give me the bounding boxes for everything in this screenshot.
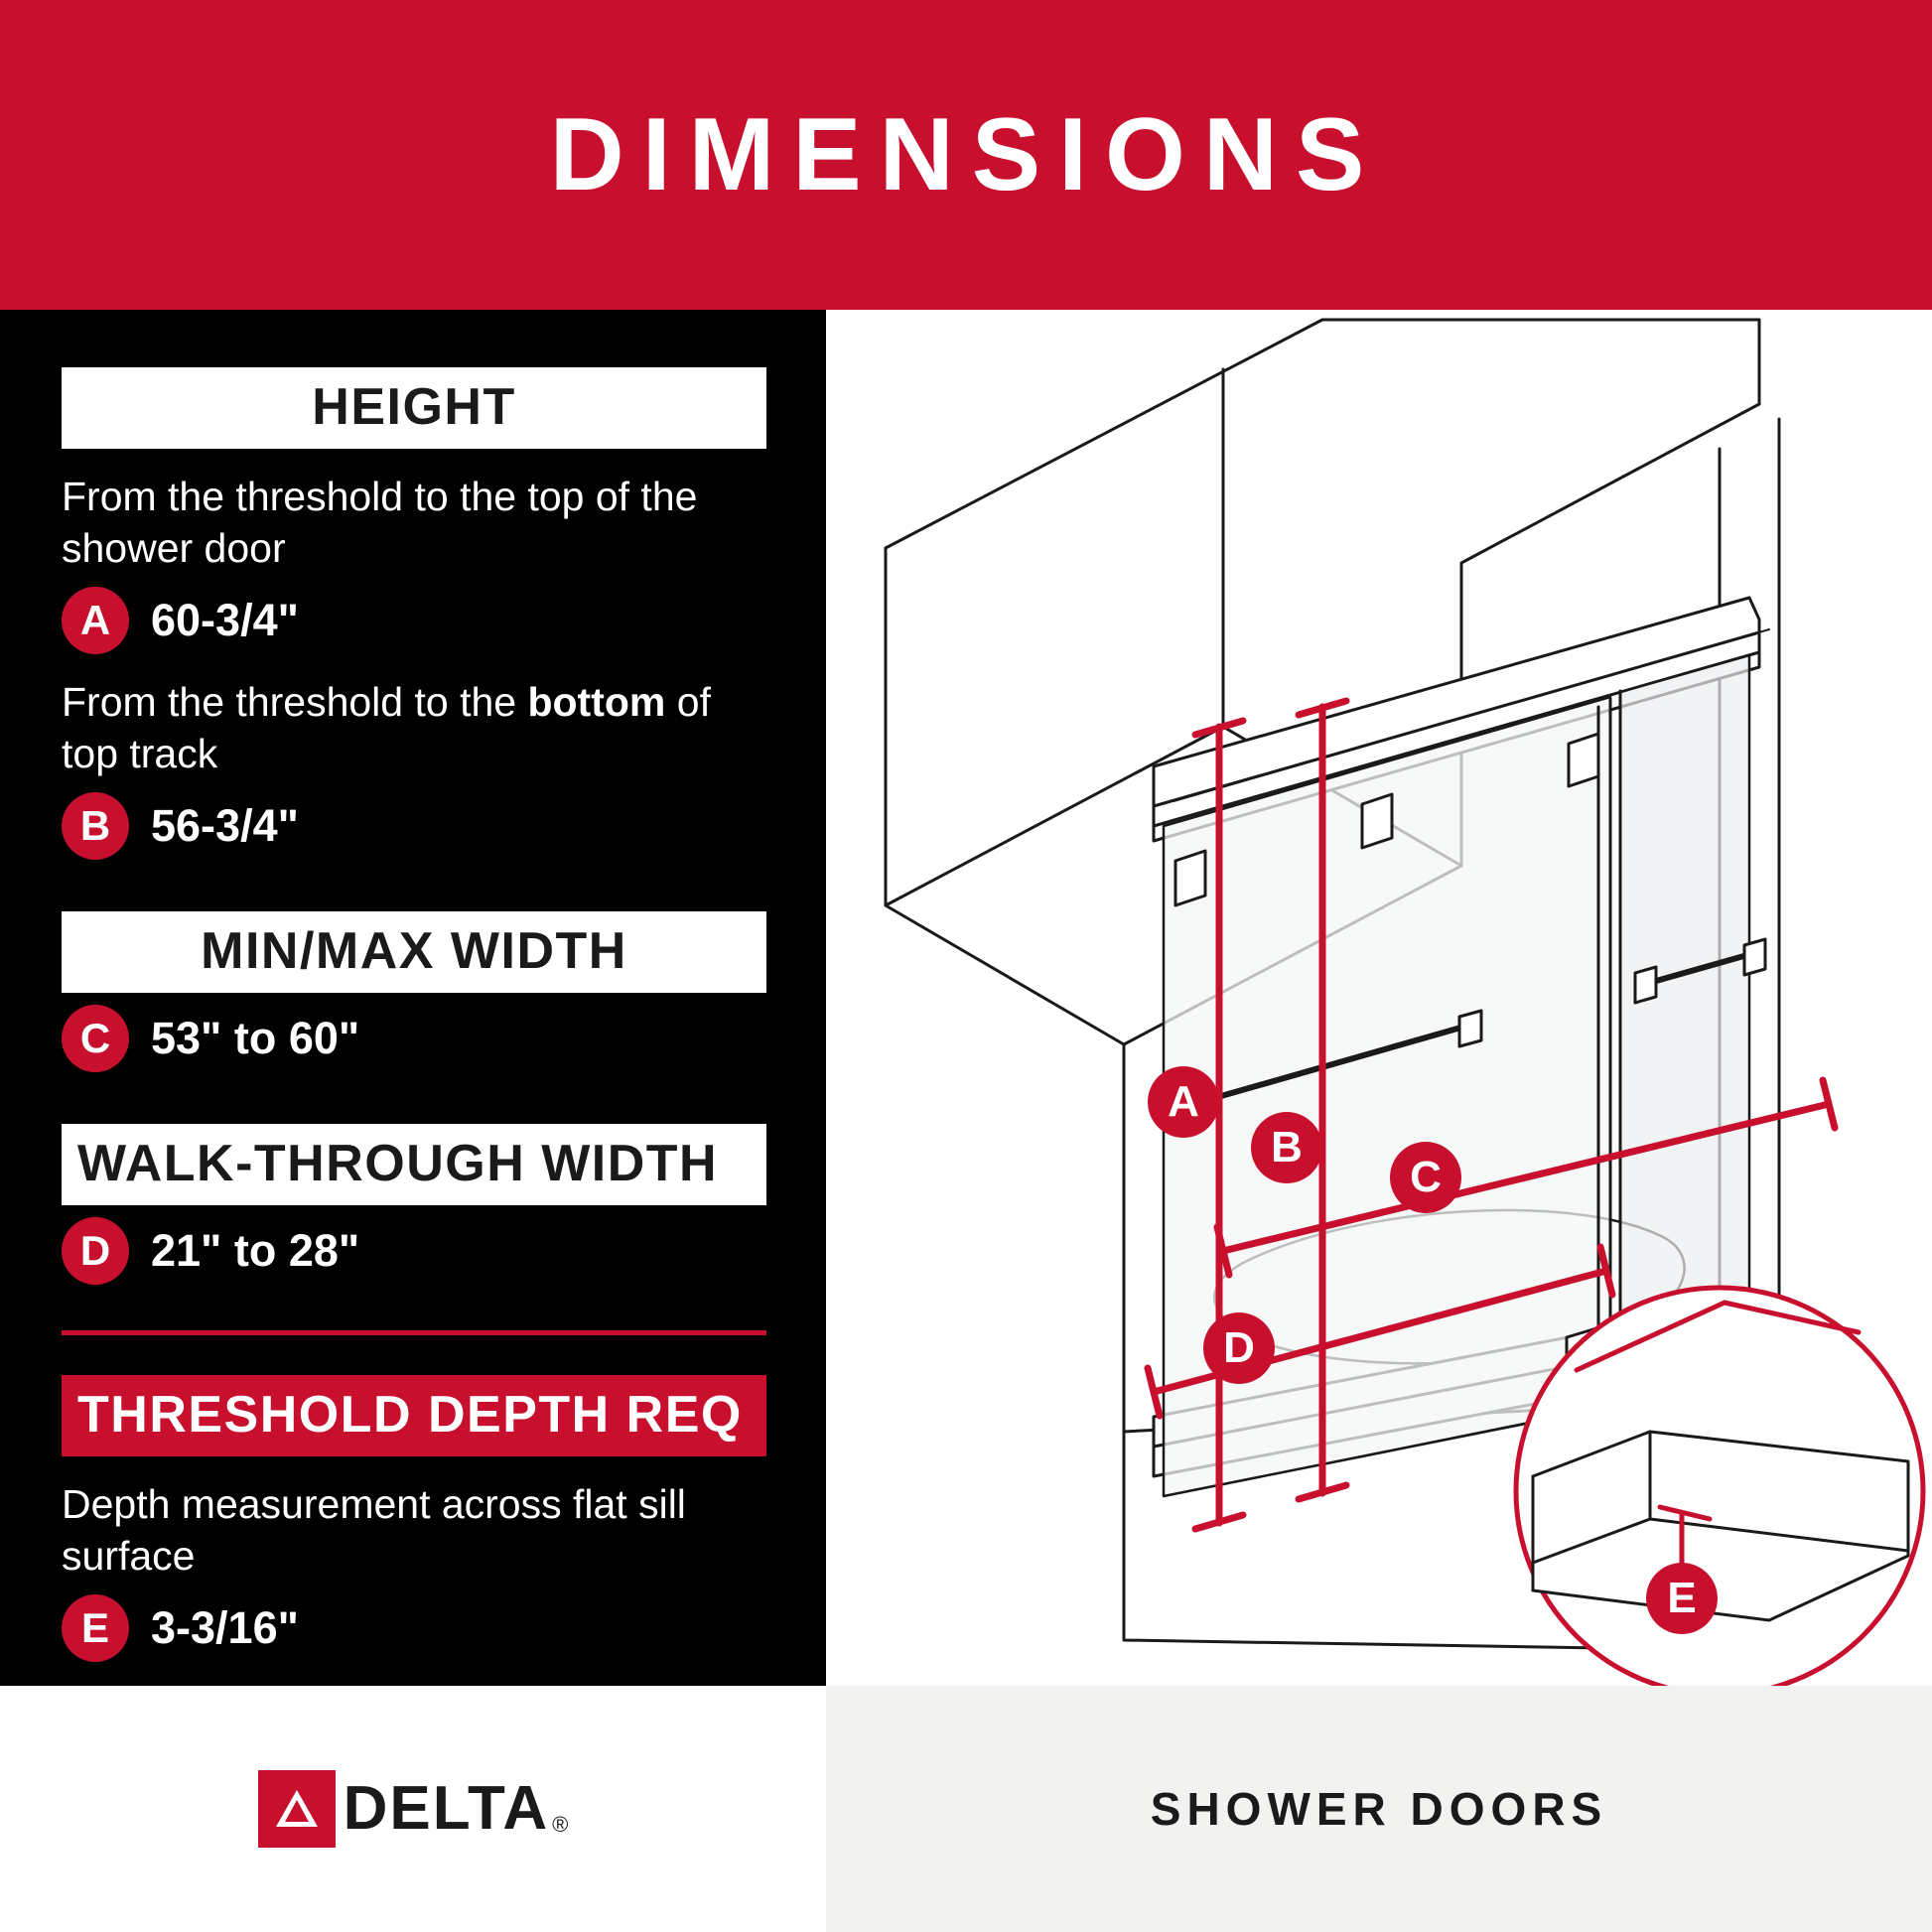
- section-divider: [62, 1330, 766, 1335]
- delta-wordmark: DELTA: [343, 1774, 550, 1843]
- section-heading-height: HEIGHT: [62, 367, 766, 449]
- badge-a: A: [62, 587, 129, 654]
- spec-row-d: [62, 1217, 766, 1285]
- desc-b-post: of top track: [62, 678, 711, 777]
- diagram-panel: [826, 310, 1932, 1686]
- badge-d: D: [62, 1217, 129, 1285]
- spec-row-e: [62, 1594, 766, 1662]
- delta-triangle-icon: [258, 1770, 336, 1848]
- value-c: 53" to 60": [151, 1013, 360, 1064]
- delta-logo: [258, 1770, 569, 1848]
- value-b: 56-3/4": [151, 800, 299, 852]
- spec-row-c: [62, 1005, 766, 1072]
- badge-e: E: [62, 1594, 129, 1662]
- diagram-label-e: E: [1646, 1563, 1718, 1634]
- specs-panel: [0, 310, 826, 1686]
- diagram-label-c: C: [1390, 1142, 1461, 1213]
- value-e: 3-3/16": [151, 1602, 299, 1654]
- category-label: SHOWER DOORS: [1150, 1783, 1608, 1835]
- page-title: DIMENSIONS: [549, 97, 1383, 212]
- footer: [0, 1686, 1932, 1932]
- brand-area: [0, 1686, 826, 1932]
- shower-door-drawing: [826, 310, 1932, 1686]
- section-heading-threshold-depth: THRESHOLD DEPTH REQ: [62, 1375, 766, 1456]
- section-heading-walk-through-width: WALK-THROUGH WIDTH: [62, 1124, 766, 1205]
- value-d: 21" to 28": [151, 1225, 360, 1277]
- registered-mark: ®: [552, 1812, 569, 1837]
- height-description-b: [62, 676, 766, 780]
- header-banner: [0, 0, 1932, 310]
- value-a: 60-3/4": [151, 595, 299, 646]
- desc-b-bold: bottom: [527, 678, 666, 725]
- desc-b-pre: From the threshold to the: [62, 678, 528, 725]
- spec-row-a: [62, 587, 766, 654]
- diagram-label-d: D: [1203, 1312, 1275, 1384]
- threshold-description: Depth measurement across flat sill surface: [62, 1480, 686, 1580]
- badge-b: B: [62, 792, 129, 860]
- height-description-a: From the threshold to the top of the shower door: [62, 474, 698, 572]
- category-area: [826, 1686, 1932, 1932]
- spec-row-b: [62, 792, 766, 860]
- badge-c: C: [62, 1005, 129, 1072]
- diagram-label-a: A: [1148, 1066, 1219, 1138]
- diagram-label-b: B: [1251, 1112, 1322, 1183]
- section-heading-minmax-width: MIN/MAX WIDTH: [62, 911, 766, 993]
- content-area: [0, 310, 1932, 1686]
